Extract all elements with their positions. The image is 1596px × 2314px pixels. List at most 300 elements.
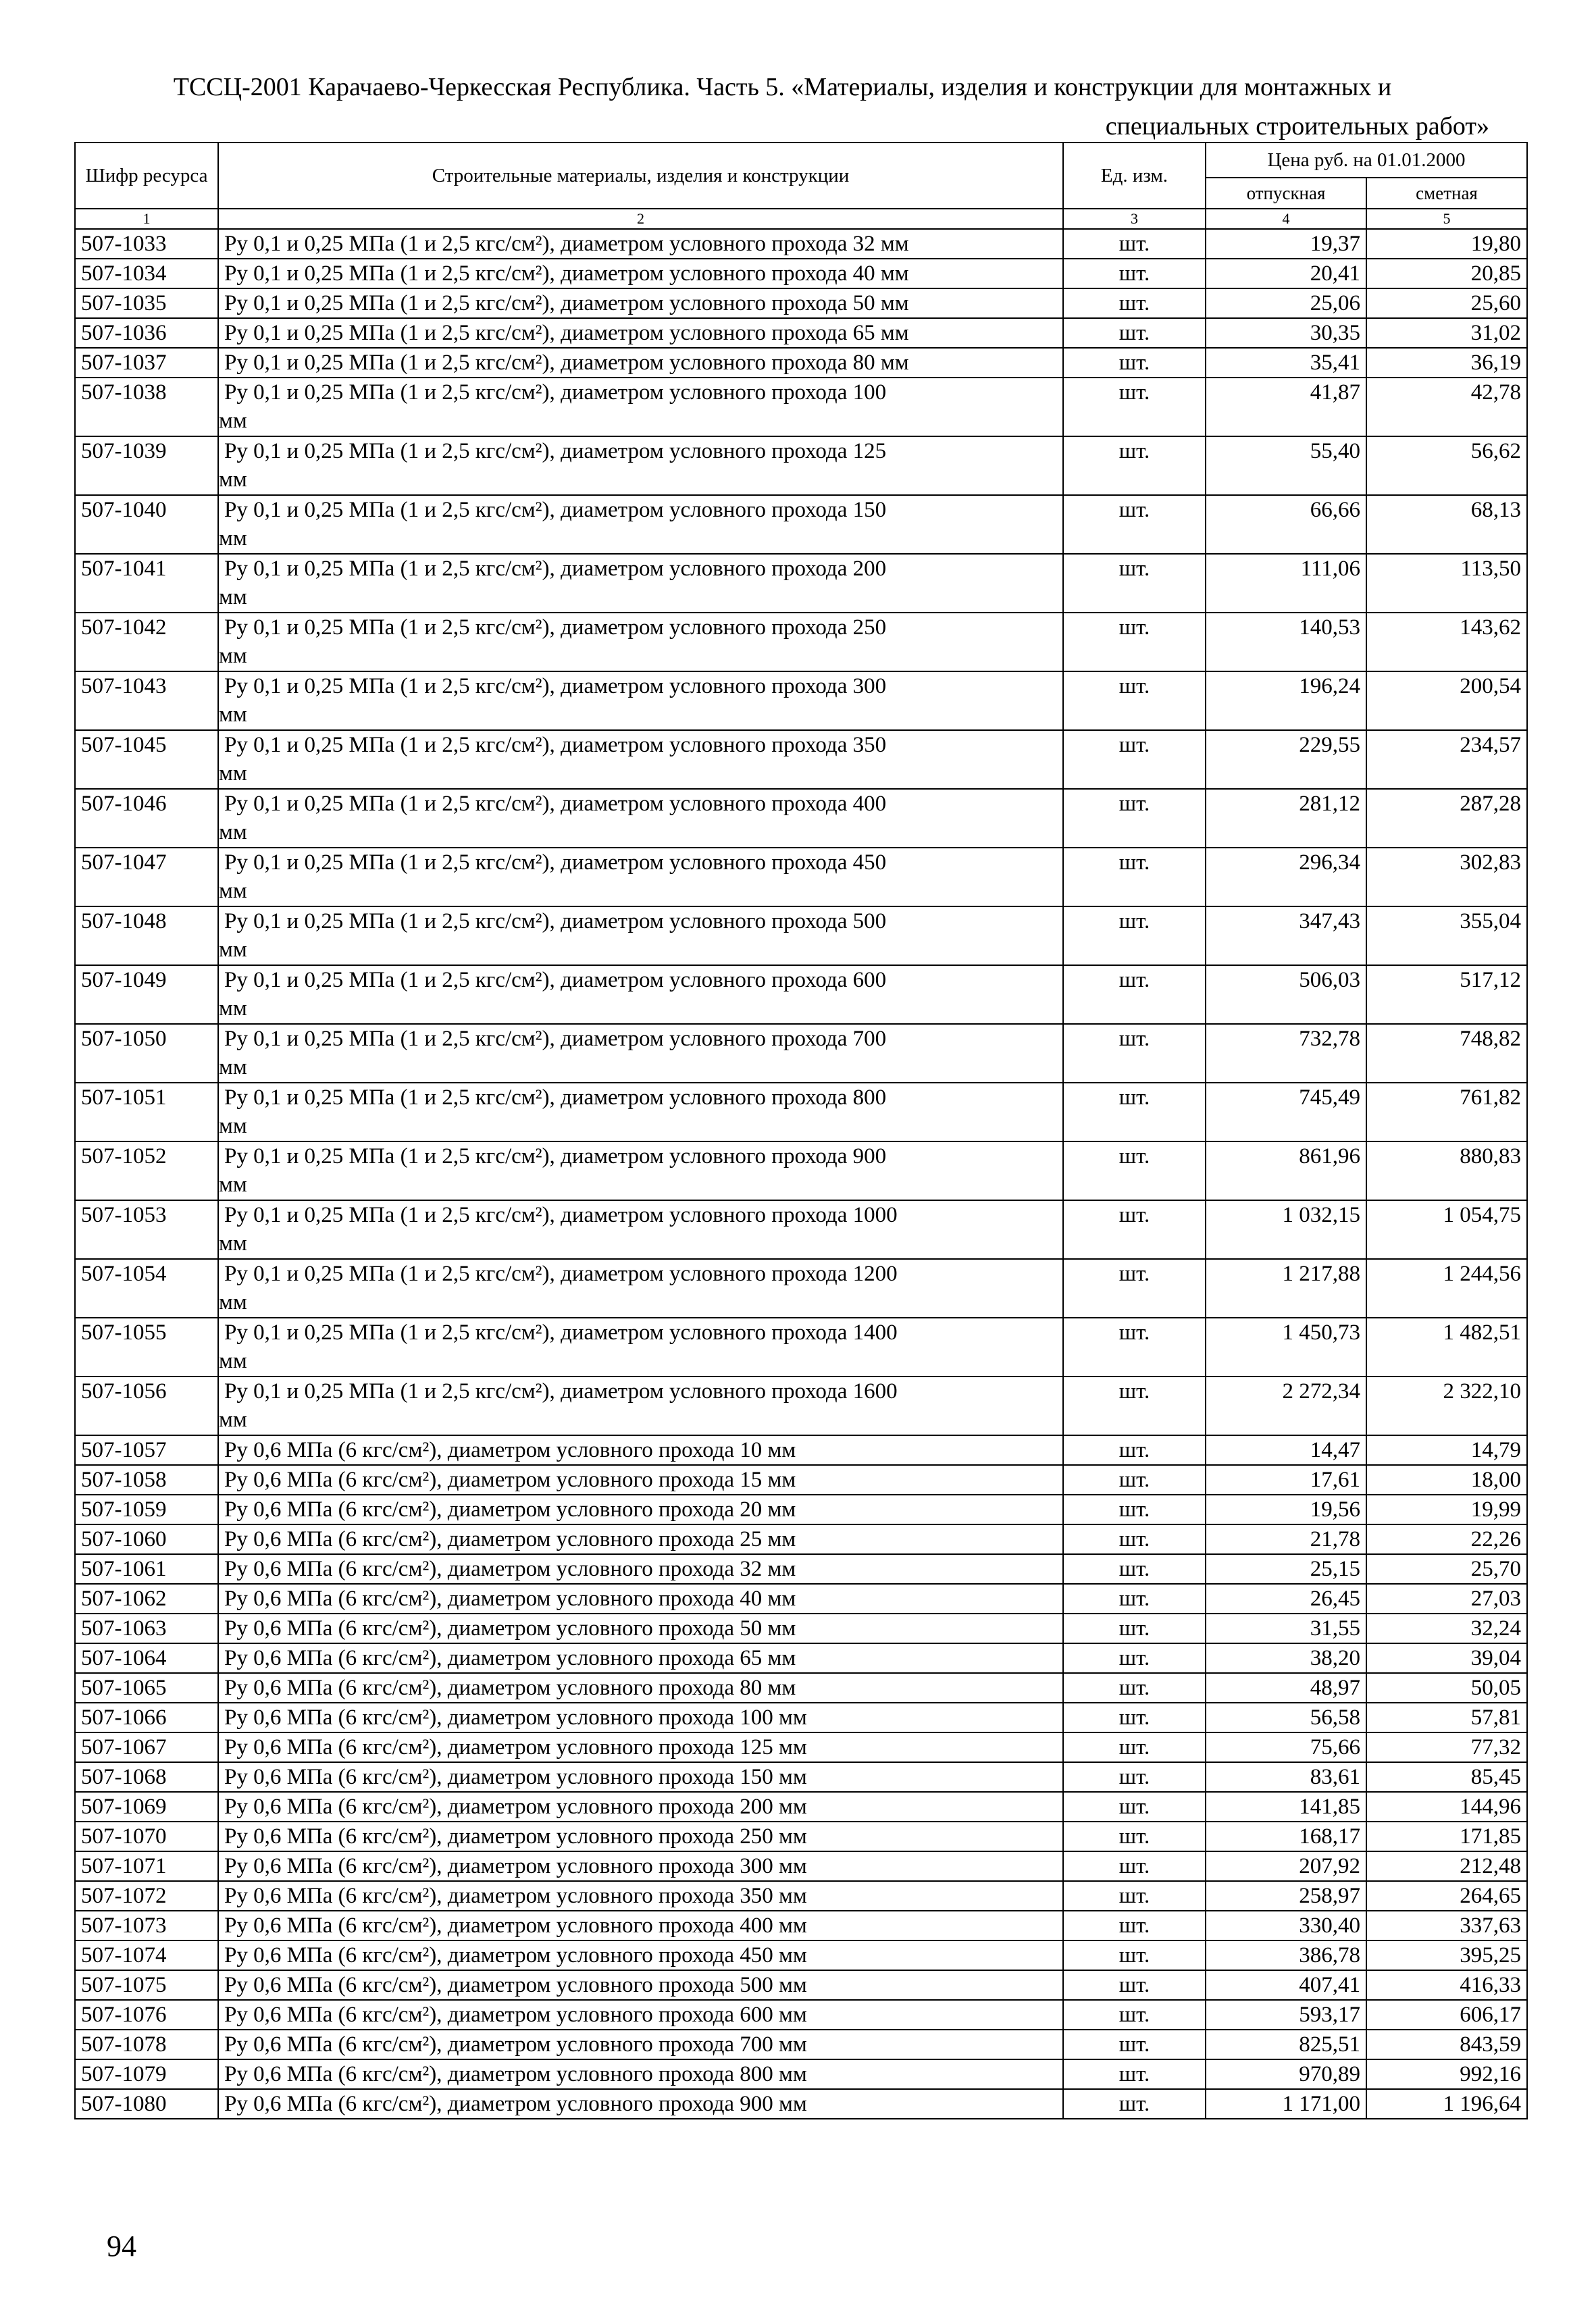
table-row (75, 1524, 1527, 1554)
resource-name (218, 1703, 1063, 1732)
estimate-price: 2 322,10 (1366, 1377, 1527, 1435)
resource-code: 507-1059 (75, 1495, 218, 1524)
release-price: 83,61 (1206, 1762, 1366, 1792)
table-row (75, 229, 1527, 259)
unit-of-measure: шт. (1063, 1703, 1206, 1732)
estimate-price: 14,79 (1366, 1435, 1527, 1465)
resource-code: 507-1048 (75, 906, 218, 965)
estimate-price: 880,83 (1366, 1141, 1527, 1200)
resource-name-text: Ру 0,6 МПа (6 кгс/см²), диаметром условного прохода 800 мм (224, 2062, 807, 2086)
resource-name-unit-wrap: мм (219, 937, 247, 962)
estimate-price: 264,65 (1366, 1881, 1527, 1911)
release-price: 14,47 (1206, 1435, 1366, 1465)
resource-code: 507-1073 (75, 1911, 218, 1940)
column-number: 5 (1366, 209, 1527, 229)
table-row (75, 378, 1527, 436)
release-price: 25,15 (1206, 1554, 1366, 1584)
release-price: 17,61 (1206, 1465, 1366, 1495)
table-row (75, 730, 1527, 789)
resource-name-unit-wrap: мм (219, 1408, 247, 1432)
table-row (75, 2000, 1527, 2030)
estimate-price: 1 244,56 (1366, 1259, 1527, 1318)
resource-name (218, 789, 1063, 848)
release-price: 1 171,00 (1206, 2089, 1366, 2119)
estimate-price: 20,85 (1366, 259, 1527, 288)
resource-name (218, 229, 1063, 259)
resource-name (218, 495, 1063, 554)
table-row (75, 1614, 1527, 1643)
table-row (75, 2059, 1527, 2089)
estimate-price: 606,17 (1366, 2000, 1527, 2030)
resource-name (218, 1881, 1063, 1911)
table-row (75, 1792, 1527, 1822)
table-row (75, 1851, 1527, 1881)
resource-name-text: Ру 0,6 МПа (6 кгс/см²), диаметром условного прохода 400 мм (224, 1913, 807, 1938)
release-price: 38,20 (1206, 1643, 1366, 1673)
unit-of-measure: шт. (1063, 1318, 1206, 1377)
table-row (75, 1318, 1527, 1377)
resource-name (218, 1024, 1063, 1083)
estimate-price: 27,03 (1366, 1584, 1527, 1614)
estimate-price: 234,57 (1366, 730, 1527, 789)
resource-name-text: Ру 0,6 МПа (6 кгс/см²), диаметром условного прохода 32 мм (224, 1557, 796, 1581)
resource-name (218, 613, 1063, 671)
resource-name-text: Ру 0,1 и 0,25 МПа (1 и 2,5 кгс/см²), диаметром условного прохода 40 мм (224, 261, 909, 286)
table-row (75, 2089, 1527, 2119)
resource-code: 507-1069 (75, 1792, 218, 1822)
estimate-price: 31,02 (1366, 318, 1527, 348)
header-unit: Ед. изм. (1063, 143, 1206, 209)
estimate-price: 57,81 (1366, 1703, 1527, 1732)
resource-name-unit-wrap: мм (219, 1114, 247, 1138)
resource-name (218, 288, 1063, 318)
resource-code: 507-1064 (75, 1643, 218, 1673)
resource-code: 507-1062 (75, 1584, 218, 1614)
table-row (75, 554, 1527, 613)
unit-of-measure: шт. (1063, 1141, 1206, 1200)
unit-of-measure: шт. (1063, 318, 1206, 348)
resource-name (218, 378, 1063, 436)
release-price: 207,92 (1206, 1851, 1366, 1881)
resource-name-unit-wrap: мм (219, 1055, 247, 1079)
column-number: 4 (1206, 209, 1366, 229)
resource-code: 507-1043 (75, 671, 218, 730)
resource-name-text: Ру 0,1 и 0,25 МПа (1 и 2,5 кгс/см²), диаметром условного прохода 32 мм (224, 232, 909, 256)
unit-of-measure: шт. (1063, 613, 1206, 671)
resource-name (218, 1732, 1063, 1762)
unit-of-measure: шт. (1063, 2030, 1206, 2059)
unit-of-measure: шт. (1063, 965, 1206, 1024)
table-row (75, 288, 1527, 318)
table-row (75, 965, 1527, 1024)
estimate-price: 416,33 (1366, 1970, 1527, 2000)
table-row (75, 1822, 1527, 1851)
release-price: 296,34 (1206, 848, 1366, 906)
table-row (75, 848, 1527, 906)
estimate-price: 1 054,75 (1366, 1200, 1527, 1259)
resource-name (218, 1940, 1063, 1970)
estimate-price: 25,70 (1366, 1554, 1527, 1584)
estimate-price: 36,19 (1366, 348, 1527, 378)
resource-code: 507-1071 (75, 1851, 218, 1881)
estimate-price: 748,82 (1366, 1024, 1527, 1083)
header-code: Шифр ресурса (75, 143, 218, 209)
resource-name-text: Ру 0,1 и 0,25 МПа (1 и 2,5 кгс/см²), диаметром условного прохода 200 (224, 557, 887, 581)
resource-name (218, 1200, 1063, 1259)
resource-name-text: Ру 0,6 МПа (6 кгс/см²), диаметром условного прохода 250 мм (224, 1824, 807, 1849)
resource-name-text: Ру 0,1 и 0,25 МПа (1 и 2,5 кгс/см²), диаметром условного прохода 150 (224, 498, 887, 522)
resource-name-text: Ру 0,1 и 0,25 МПа (1 и 2,5 кгс/см²), диаметром условного прохода 50 мм (224, 291, 909, 315)
release-price: 229,55 (1206, 730, 1366, 789)
table-row (75, 1881, 1527, 1911)
resource-name (218, 1584, 1063, 1614)
resource-code: 507-1075 (75, 1970, 218, 2000)
estimate-price: 212,48 (1366, 1851, 1527, 1881)
resource-name-text: Ру 0,1 и 0,25 МПа (1 и 2,5 кгс/см²), диаметром условного прохода 1000 (224, 1203, 898, 1227)
column-number: 1 (75, 209, 218, 229)
release-price: 330,40 (1206, 1911, 1366, 1940)
release-price: 75,66 (1206, 1732, 1366, 1762)
table-row (75, 2030, 1527, 2059)
estimate-price: 761,82 (1366, 1083, 1527, 1141)
resource-name (218, 318, 1063, 348)
resource-name-text: Ру 0,6 МПа (6 кгс/см²), диаметром условного прохода 15 мм (224, 1468, 796, 1492)
resource-name-unit-wrap: мм (219, 761, 247, 786)
estimate-price: 19,80 (1366, 229, 1527, 259)
resource-name (218, 1141, 1063, 1200)
resource-name (218, 1554, 1063, 1584)
resource-name-text: Ру 0,1 и 0,25 МПа (1 и 2,5 кгс/см²), диаметром условного прохода 350 (224, 733, 887, 757)
resource-name (218, 259, 1063, 288)
resource-name (218, 1762, 1063, 1792)
resource-name-unit-wrap: мм (219, 467, 247, 492)
resource-code: 507-1054 (75, 1259, 218, 1318)
resource-name (218, 1495, 1063, 1524)
resource-name-text: Ру 0,1 и 0,25 МПа (1 и 2,5 кгс/см²), диаметром условного прохода 1200 (224, 1262, 898, 1286)
resource-name-text: Ру 0,1 и 0,25 МПа (1 и 2,5 кгс/см²), диаметром условного прохода 900 (224, 1144, 887, 1168)
table-row (75, 1024, 1527, 1083)
resource-name-text: Ру 0,6 МПа (6 кгс/см²), диаметром условного прохода 900 мм (224, 2092, 807, 2116)
unit-of-measure: шт. (1063, 1435, 1206, 1465)
table-row (75, 1970, 1527, 2000)
estimate-price: 56,62 (1366, 436, 1527, 495)
table-row (75, 1259, 1527, 1318)
resource-code: 507-1034 (75, 259, 218, 288)
estimate-price: 32,24 (1366, 1614, 1527, 1643)
unit-of-measure: шт. (1063, 288, 1206, 318)
resource-code: 507-1038 (75, 378, 218, 436)
resource-name-unit-wrap: мм (219, 409, 247, 433)
resource-name (218, 1970, 1063, 2000)
unit-of-measure: шт. (1063, 906, 1206, 965)
resource-code: 507-1055 (75, 1318, 218, 1377)
resource-code: 507-1065 (75, 1673, 218, 1703)
release-price: 30,35 (1206, 318, 1366, 348)
title-line-2: специальных строительных работ» (1105, 112, 1489, 140)
unit-of-measure: шт. (1063, 789, 1206, 848)
header-release-price: отпускная (1206, 178, 1366, 209)
unit-of-measure: шт. (1063, 1259, 1206, 1318)
resource-name-unit-wrap: мм (219, 820, 247, 844)
resource-code: 507-1053 (75, 1200, 218, 1259)
resource-name (218, 1643, 1063, 1673)
release-price: 407,41 (1206, 1970, 1366, 2000)
unit-of-measure: шт. (1063, 1881, 1206, 1911)
resource-name-unit-wrap: мм (219, 1231, 247, 1256)
release-price: 168,17 (1206, 1822, 1366, 1851)
release-price: 19,56 (1206, 1495, 1366, 1524)
resource-code: 507-1058 (75, 1465, 218, 1495)
resource-price-table (74, 142, 1528, 2119)
resource-code: 507-1063 (75, 1614, 218, 1643)
title-line-1: ТССЦ-2001 Карачаево-Черкесская Республика. Часть 5. «Материалы, изделия и конструкции для монтажных и (173, 73, 1392, 101)
resource-name (218, 436, 1063, 495)
unit-of-measure: шт. (1063, 259, 1206, 288)
resource-name-text: Ру 0,6 МПа (6 кгс/см²), диаметром условного прохода 300 мм (224, 1854, 807, 1878)
resource-name (218, 1524, 1063, 1554)
unit-of-measure: шт. (1063, 348, 1206, 378)
table-row (75, 1465, 1527, 1495)
unit-of-measure: шт. (1063, 1614, 1206, 1643)
resource-name-text: Ру 0,6 МПа (6 кгс/см²), диаметром условного прохода 50 мм (224, 1616, 796, 1641)
estimate-price: 1 196,64 (1366, 2089, 1527, 2119)
resource-name-text: Ру 0,1 и 0,25 МПа (1 и 2,5 кгс/см²), диаметром условного прохода 500 (224, 909, 887, 933)
resource-name-text: Ру 0,6 МПа (6 кгс/см²), диаметром условного прохода 25 мм (224, 1527, 796, 1551)
table-row (75, 1495, 1527, 1524)
release-price: 26,45 (1206, 1584, 1366, 1614)
resource-name (218, 730, 1063, 789)
release-price: 66,66 (1206, 495, 1366, 554)
resource-code: 507-1067 (75, 1732, 218, 1762)
resource-name-unit-wrap: мм (219, 1290, 247, 1314)
estimate-price: 843,59 (1366, 2030, 1527, 2059)
table-row (75, 1732, 1527, 1762)
estimate-price: 517,12 (1366, 965, 1527, 1024)
resource-name-unit-wrap: мм (219, 702, 247, 727)
resource-name (218, 1614, 1063, 1643)
release-price: 111,06 (1206, 554, 1366, 613)
release-price: 745,49 (1206, 1083, 1366, 1141)
resource-code: 507-1078 (75, 2030, 218, 2059)
resource-name-unit-wrap: мм (219, 526, 247, 550)
release-price: 141,85 (1206, 1792, 1366, 1822)
release-price: 506,03 (1206, 965, 1366, 1024)
table-row (75, 318, 1527, 348)
release-price: 19,37 (1206, 229, 1366, 259)
unit-of-measure: шт. (1063, 1554, 1206, 1584)
release-price: 20,41 (1206, 259, 1366, 288)
estimate-price: 19,99 (1366, 1495, 1527, 1524)
table-row (75, 613, 1527, 671)
resource-name (218, 671, 1063, 730)
table-row (75, 1762, 1527, 1792)
resource-name (218, 1435, 1063, 1465)
unit-of-measure: шт. (1063, 1911, 1206, 1940)
unit-of-measure: шт. (1063, 1377, 1206, 1435)
resource-code: 507-1050 (75, 1024, 218, 1083)
table-row (75, 495, 1527, 554)
resource-code: 507-1041 (75, 554, 218, 613)
resource-name-unit-wrap: мм (219, 585, 247, 609)
resource-name (218, 1259, 1063, 1318)
resource-code: 507-1036 (75, 318, 218, 348)
estimate-price: 39,04 (1366, 1643, 1527, 1673)
table-row (75, 259, 1527, 288)
resource-code: 507-1035 (75, 288, 218, 318)
resource-name-unit-wrap: мм (219, 644, 247, 668)
resource-name-text: Ру 0,6 МПа (6 кгс/см²), диаметром условного прохода 350 мм (224, 1884, 807, 1908)
unit-of-measure: шт. (1063, 436, 1206, 495)
resource-name (218, 1465, 1063, 1495)
table-row (75, 671, 1527, 730)
resource-code: 507-1057 (75, 1435, 218, 1465)
resource-name (218, 1673, 1063, 1703)
resource-name-text: Ру 0,6 МПа (6 кгс/см²), диаметром условного прохода 700 мм (224, 2032, 807, 2057)
unit-of-measure: шт. (1063, 1643, 1206, 1673)
table-row (75, 1141, 1527, 1200)
estimate-price: 18,00 (1366, 1465, 1527, 1495)
unit-of-measure: шт. (1063, 1083, 1206, 1141)
release-price: 55,40 (1206, 436, 1366, 495)
resource-code: 507-1052 (75, 1141, 218, 1200)
estimate-price: 200,54 (1366, 671, 1527, 730)
estimate-price: 50,05 (1366, 1673, 1527, 1703)
release-price: 35,41 (1206, 348, 1366, 378)
unit-of-measure: шт. (1063, 1673, 1206, 1703)
resource-name (218, 554, 1063, 613)
table-row (75, 1703, 1527, 1732)
release-price: 281,12 (1206, 789, 1366, 848)
unit-of-measure: шт. (1063, 1465, 1206, 1495)
resource-name-text: Ру 0,6 МПа (6 кгс/см²), диаметром условного прохода 150 мм (224, 1765, 807, 1789)
header-price: Цена руб. на 01.01.2000 (1206, 143, 1527, 178)
release-price: 970,89 (1206, 2059, 1366, 2089)
resource-code: 507-1066 (75, 1703, 218, 1732)
resource-name (218, 2030, 1063, 2059)
resource-name-unit-wrap: мм (219, 996, 247, 1021)
unit-of-measure: шт. (1063, 1524, 1206, 1554)
resource-name-text: Ру 0,6 МПа (6 кгс/см²), диаметром условного прохода 600 мм (224, 2003, 807, 2027)
table-row (75, 1554, 1527, 1584)
resource-code: 507-1042 (75, 613, 218, 671)
unit-of-measure: шт. (1063, 1584, 1206, 1614)
unit-of-measure: шт. (1063, 1792, 1206, 1822)
resource-name-text: Ру 0,1 и 0,25 МПа (1 и 2,5 кгс/см²), диаметром условного прохода 125 (224, 439, 887, 463)
release-price: 56,58 (1206, 1703, 1366, 1732)
resource-name (218, 2059, 1063, 2089)
release-price: 2 272,34 (1206, 1377, 1366, 1435)
resource-name-text: Ру 0,1 и 0,25 МПа (1 и 2,5 кгс/см²), диаметром условного прохода 450 (224, 850, 887, 875)
unit-of-measure: шт. (1063, 1970, 1206, 2000)
table-row (75, 1584, 1527, 1614)
estimate-price: 25,60 (1366, 288, 1527, 318)
estimate-price: 287,28 (1366, 789, 1527, 848)
estimate-price: 113,50 (1366, 554, 1527, 613)
resource-name-text: Ру 0,1 и 0,25 МПа (1 и 2,5 кгс/см²), диаметром условного прохода 1400 (224, 1320, 898, 1345)
page-number: 94 (107, 2230, 136, 2263)
release-price: 48,97 (1206, 1673, 1366, 1703)
resource-name (218, 965, 1063, 1024)
resource-code: 507-1070 (75, 1822, 218, 1851)
resource-name-text: Ру 0,1 и 0,25 МПа (1 и 2,5 кгс/см²), диаметром условного прохода 65 мм (224, 321, 909, 345)
unit-of-measure: шт. (1063, 671, 1206, 730)
unit-of-measure: шт. (1063, 1940, 1206, 1970)
resource-code: 507-1037 (75, 348, 218, 378)
unit-of-measure: шт. (1063, 2000, 1206, 2030)
resource-name-text: Ру 0,6 МПа (6 кгс/см²), диаметром условного прохода 450 мм (224, 1943, 807, 1968)
release-price: 386,78 (1206, 1940, 1366, 1970)
unit-of-measure: шт. (1063, 1822, 1206, 1851)
resource-name-text: Ру 0,6 МПа (6 кгс/см²), диаметром условного прохода 500 мм (224, 1973, 807, 1997)
resource-name-unit-wrap: мм (219, 1349, 247, 1373)
table-row (75, 1673, 1527, 1703)
column-number: 2 (218, 209, 1063, 229)
resource-name (218, 1318, 1063, 1377)
unit-of-measure: шт. (1063, 1851, 1206, 1881)
table-row (75, 1643, 1527, 1673)
resource-name (218, 1792, 1063, 1822)
resource-code: 507-1049 (75, 965, 218, 1024)
unit-of-measure: шт. (1063, 1762, 1206, 1792)
resource-name (218, 2000, 1063, 2030)
table-row (75, 1083, 1527, 1141)
resource-name-text: Ру 0,6 МПа (6 кгс/см²), диаметром условного прохода 200 мм (224, 1795, 807, 1819)
table-row (75, 348, 1527, 378)
resource-name-text: Ру 0,6 МПа (6 кгс/см²), диаметром условного прохода 20 мм (224, 1497, 796, 1522)
estimate-price: 992,16 (1366, 2059, 1527, 2089)
estimate-price: 85,45 (1366, 1762, 1527, 1792)
unit-of-measure: шт. (1063, 495, 1206, 554)
release-price: 258,97 (1206, 1881, 1366, 1911)
release-price: 861,96 (1206, 1141, 1366, 1200)
estimate-price: 355,04 (1366, 906, 1527, 965)
table-row (75, 1377, 1527, 1435)
resource-code: 507-1039 (75, 436, 218, 495)
release-price: 196,24 (1206, 671, 1366, 730)
resource-code: 507-1080 (75, 2089, 218, 2119)
estimate-price: 1 482,51 (1366, 1318, 1527, 1377)
release-price: 347,43 (1206, 906, 1366, 965)
resource-code: 507-1051 (75, 1083, 218, 1141)
resource-code: 507-1056 (75, 1377, 218, 1435)
resource-name (218, 906, 1063, 965)
table-row (75, 906, 1527, 965)
resource-code: 507-1060 (75, 1524, 218, 1554)
resource-name-unit-wrap: мм (219, 879, 247, 903)
release-price: 25,06 (1206, 288, 1366, 318)
unit-of-measure: шт. (1063, 1200, 1206, 1259)
table-row (75, 436, 1527, 495)
resource-name-text: Ру 0,6 МПа (6 кгс/см²), диаметром условного прохода 10 мм (224, 1438, 796, 1462)
unit-of-measure: шт. (1063, 1732, 1206, 1762)
estimate-price: 22,26 (1366, 1524, 1527, 1554)
table-body (75, 229, 1527, 2119)
resource-code: 507-1040 (75, 495, 218, 554)
release-price: 732,78 (1206, 1024, 1366, 1083)
resource-code: 507-1068 (75, 1762, 218, 1792)
table-row (75, 1911, 1527, 1940)
resource-code: 507-1079 (75, 2059, 218, 2089)
resource-name-text: Ру 0,1 и 0,25 МПа (1 и 2,5 кгс/см²), диаметром условного прохода 300 (224, 674, 887, 698)
estimate-price: 77,32 (1366, 1732, 1527, 1762)
resource-name-text: Ру 0,1 и 0,25 МПа (1 и 2,5 кгс/см²), диаметром условного прохода 100 (224, 380, 887, 405)
table-row (75, 1200, 1527, 1259)
release-price: 41,87 (1206, 378, 1366, 436)
resource-code: 507-1033 (75, 229, 218, 259)
release-price: 21,78 (1206, 1524, 1366, 1554)
estimate-price: 395,25 (1366, 1940, 1527, 1970)
resource-name-text: Ру 0,1 и 0,25 МПа (1 и 2,5 кгс/см²), диаметром условного прохода 400 (224, 792, 887, 816)
